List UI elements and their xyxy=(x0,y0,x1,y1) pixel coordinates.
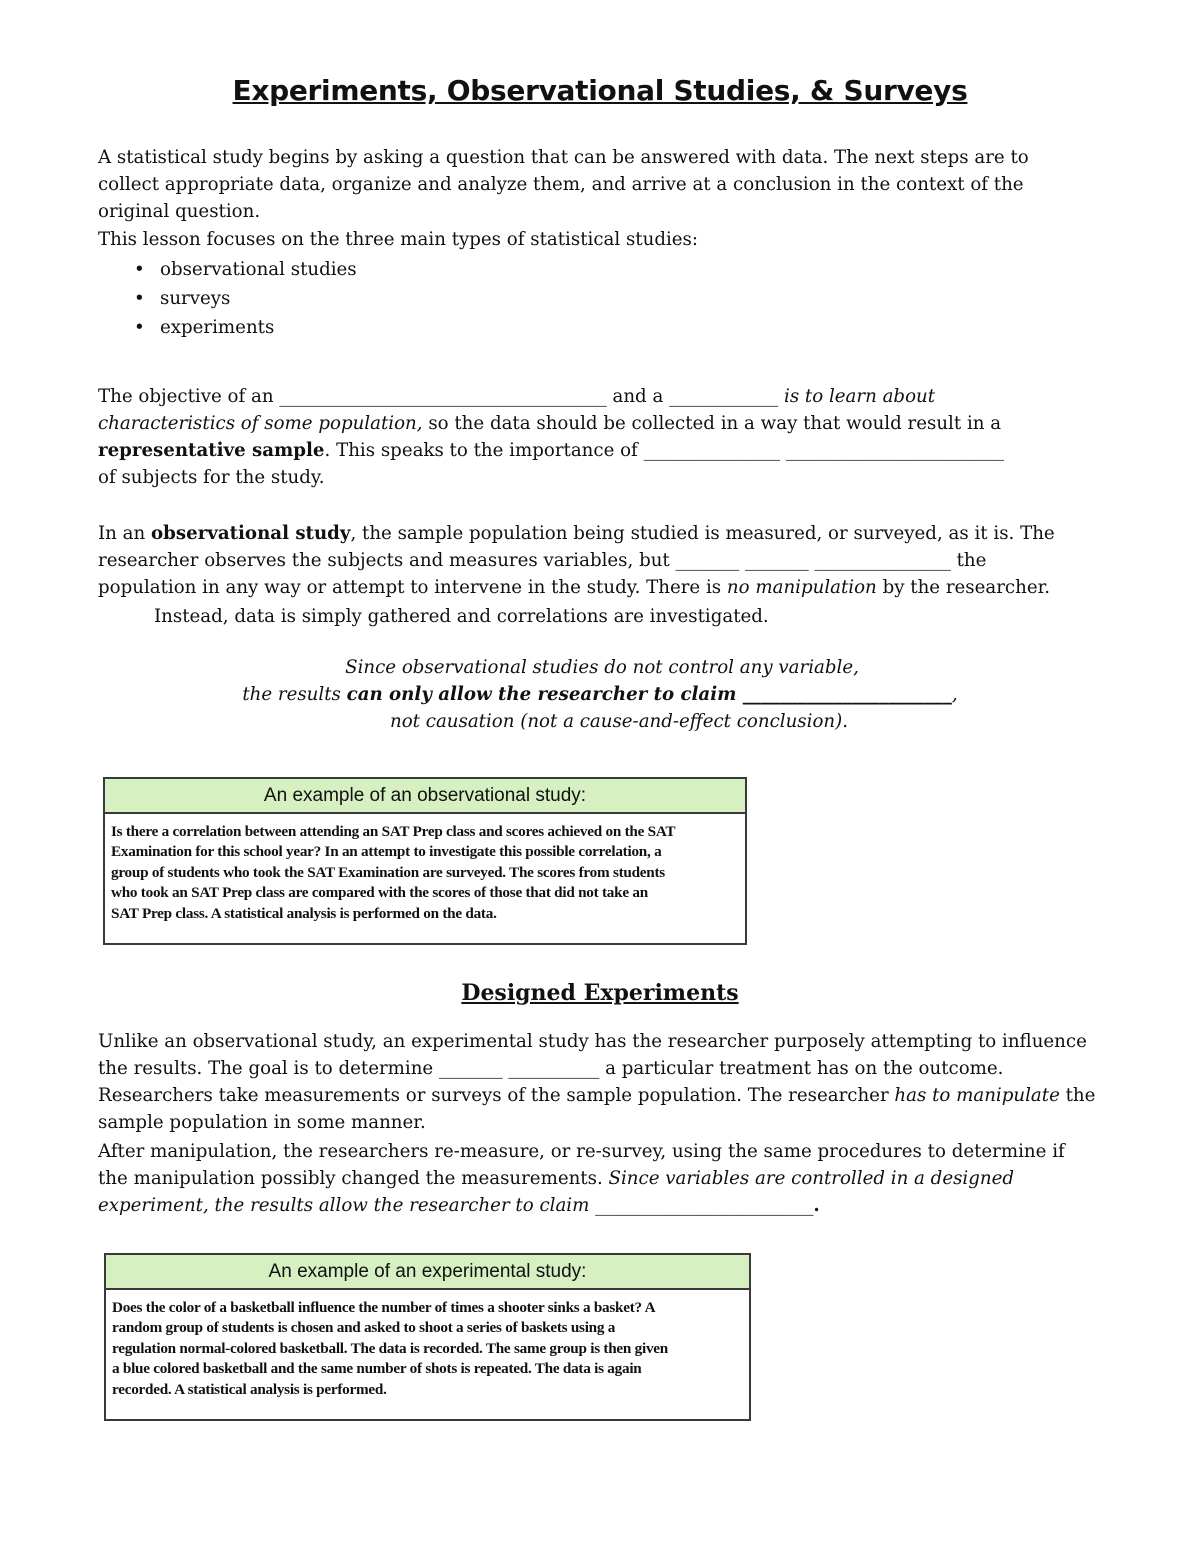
text: Researchers take measurements or surveys of the sample population. The researcher xyxy=(98,1085,895,1106)
example-line: Does the color of a basketball influence the number of times a shooter sinks a basket? A xyxy=(112,1299,656,1316)
text: After manipulation, the researchers re-measure, or re-survey, using the same procedures to determine if xyxy=(98,1141,1065,1162)
observational-example-box xyxy=(103,777,747,945)
text: . xyxy=(813,1195,820,1216)
designed-paragraph xyxy=(98,1028,1098,1219)
text: Unlike an observational study, an experimental study has the researcher purposely attempting to influence xyxy=(98,1031,1087,1052)
text: the xyxy=(950,550,987,571)
intro-line: collect appropriate data, organize and analyze them, and arrive at a conclusion in the context of the xyxy=(98,174,1024,195)
text: the results xyxy=(242,684,347,705)
experimental-example-box xyxy=(104,1253,751,1421)
example-body xyxy=(105,814,745,924)
example-line: recorded. A statistical analysis is performed. xyxy=(112,1380,387,1398)
italic-text: Since variables are controlled in a designed xyxy=(608,1168,1015,1189)
fill-in-blank: ____________ xyxy=(669,386,779,407)
text: The objective of an xyxy=(98,386,280,407)
fill-in-blank: _______ __________ xyxy=(438,1058,600,1079)
text: sample population in some manner. xyxy=(98,1112,426,1133)
fill-in-blank: ____________________________________ xyxy=(279,386,607,407)
section-heading: Designed Experiments xyxy=(461,980,739,1006)
page-title: Experiments, Observational Studies, & Surveys xyxy=(232,74,968,107)
note-line: not causation (not a cause-and-effect conclusion). xyxy=(390,711,848,732)
bold-term: representative sample xyxy=(98,440,325,461)
example-line: Examination for this school year? In an attempt to investigate this possible correlation, a xyxy=(111,843,662,861)
observational-paragraph xyxy=(98,520,1098,630)
text: researcher observes the subjects and measures variables, but xyxy=(98,550,676,571)
text: by the researcher. xyxy=(876,577,1051,598)
list-item: • surveys xyxy=(98,284,357,313)
text: so the data should be collected in a way that would result in a xyxy=(422,413,1002,434)
text: . This speaks to the importance of xyxy=(324,440,644,461)
intro-line: original question. xyxy=(98,201,261,222)
intro-paragraph xyxy=(98,144,1098,253)
example-line: regulation normal-colored basketball. The data is recorded. The same group is then given xyxy=(112,1339,668,1357)
text: Instead, data is simply gathered and correlations are investigated. xyxy=(154,606,769,627)
text: the results. The goal is to determine xyxy=(98,1058,439,1079)
observational-note xyxy=(0,654,1200,735)
italic-text: characteristics of some population, xyxy=(98,413,423,434)
text: of subjects for the study. xyxy=(98,467,325,488)
fill-in-blank: _______________________ xyxy=(736,684,952,705)
study-types-list xyxy=(98,255,357,342)
text: In an xyxy=(98,523,152,544)
italic-text: experiment, the results allow the researcher to claim xyxy=(98,1195,596,1216)
intro-line: A statistical study begins by asking a question that can be answered with data. The next steps are to xyxy=(98,147,1029,168)
example-heading: An example of an observational study: xyxy=(105,779,745,814)
list-item: • experiments xyxy=(98,313,357,342)
example-line: SAT Prep class. A statistical analysis is performed on the data. xyxy=(111,904,497,922)
text: the xyxy=(1059,1085,1096,1106)
fill-in-blank: ________________________ xyxy=(595,1195,814,1216)
list-item: • observational studies xyxy=(98,255,357,284)
bold-text: can only allow the researcher to claim xyxy=(346,684,737,705)
text: the manipulation possibly changed the measurements. xyxy=(98,1168,609,1189)
text: a particular treatment has on the outcome. xyxy=(599,1058,1004,1079)
example-line: Is there a correlation between attending an SAT Prep class and scores achieved on the SAT xyxy=(111,823,676,840)
example-line: who took an SAT Prep class are compared with the scores of those that did not take an xyxy=(111,884,648,902)
example-heading: An example of an experimental study: xyxy=(106,1255,749,1290)
text: and a xyxy=(606,386,670,407)
example-body xyxy=(106,1290,749,1400)
example-line: random group of students is chosen and asked to shoot a series of baskets using a xyxy=(112,1319,616,1337)
text: population in any way or attempt to intervene in the study. There is xyxy=(98,577,727,598)
text: , xyxy=(951,684,958,705)
objective-paragraph xyxy=(98,383,1098,491)
italic-text: is to learn about xyxy=(778,386,936,407)
fill-in-blank: _______________ ________________________ xyxy=(643,440,1005,461)
text: , the sample population being studied is measured, or surveyed, as it is. The xyxy=(350,523,1055,544)
note-line: Since observational studies do not control any variable, xyxy=(345,657,859,678)
example-line: a blue colored basketball and the same number of shots is repeated. The data is again xyxy=(112,1360,642,1378)
intro-line: This lesson focuses on the three main types of statistical studies: xyxy=(98,229,699,250)
bold-term: observational study xyxy=(151,523,351,544)
example-line: group of students who took the SAT Examination are surveyed. The scores from students xyxy=(111,863,665,881)
italic-text: no manipulation xyxy=(726,577,877,598)
italic-text: has to manipulate xyxy=(894,1085,1060,1106)
fill-in-blank: _______ _______ _______________ xyxy=(675,550,951,571)
